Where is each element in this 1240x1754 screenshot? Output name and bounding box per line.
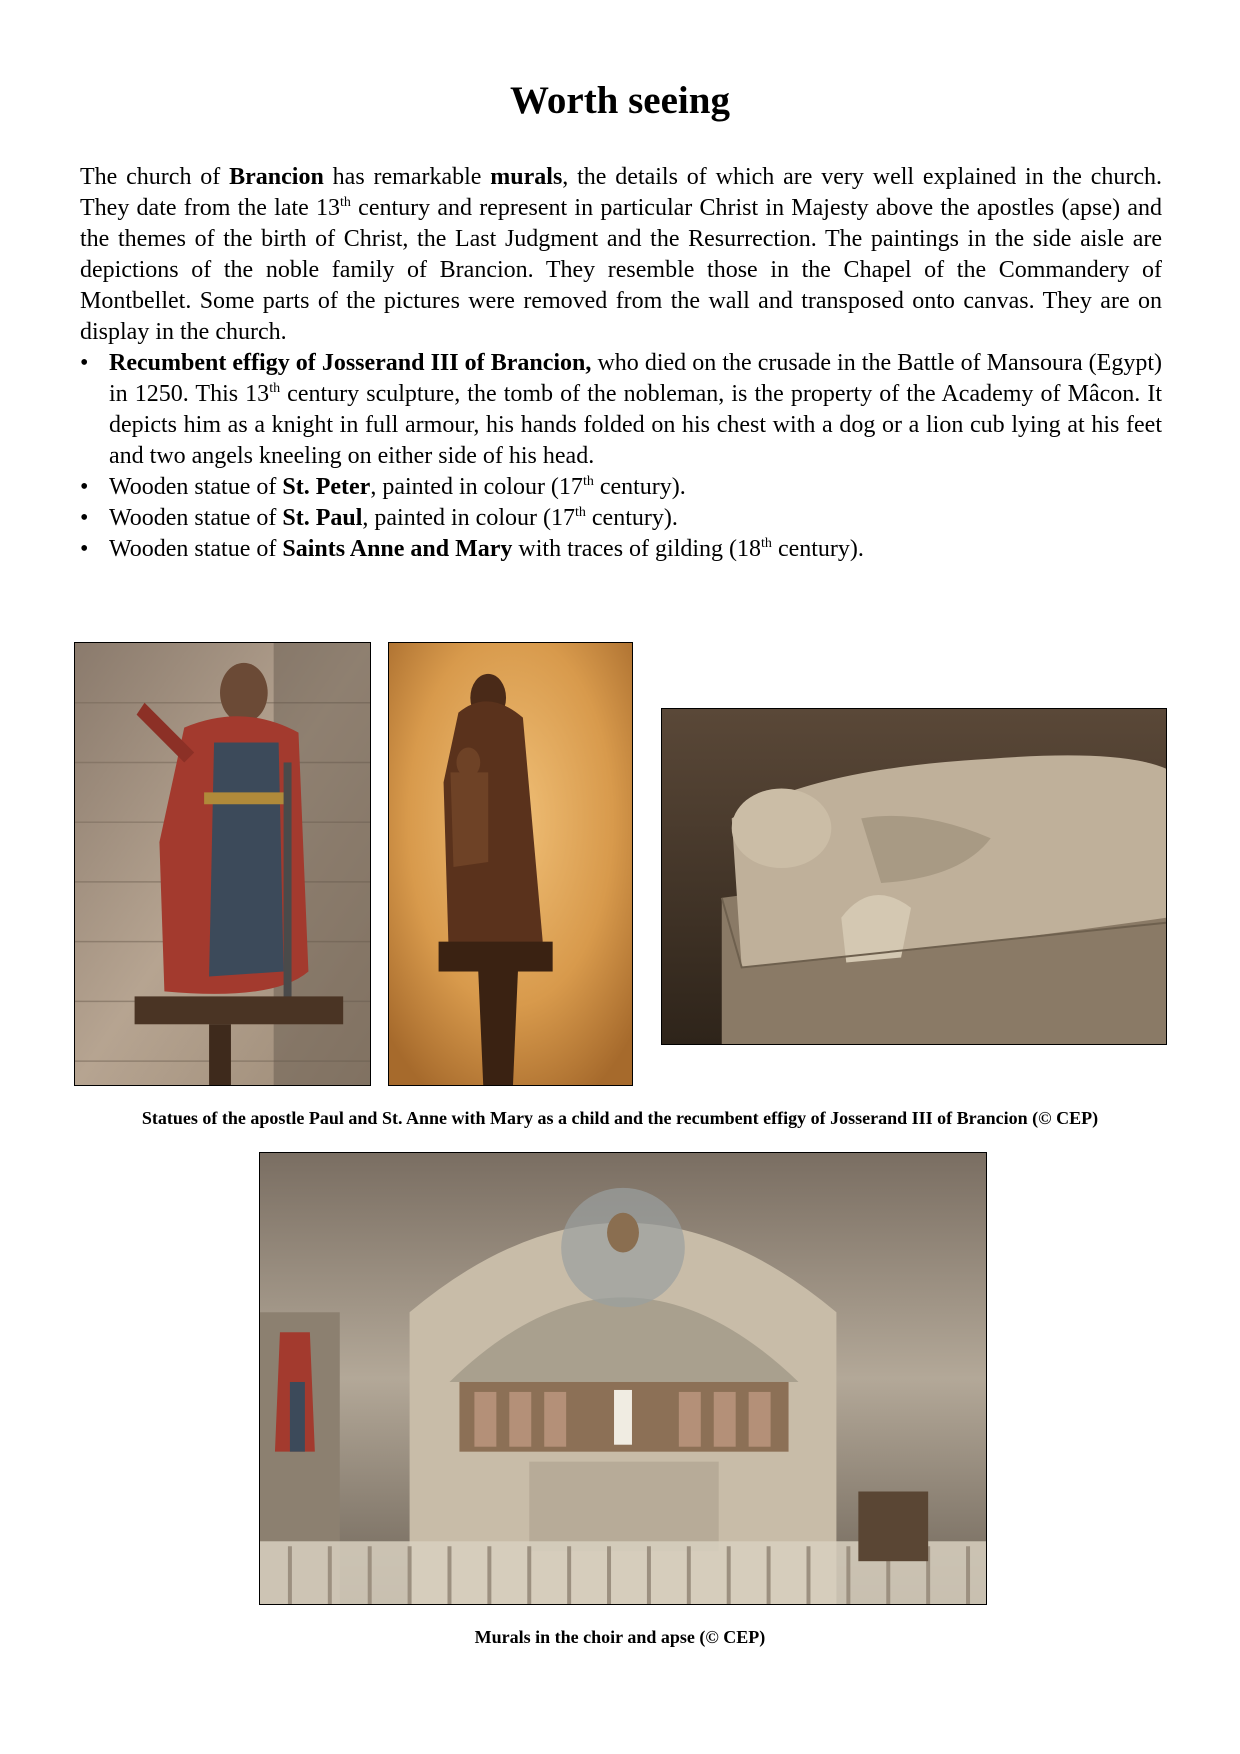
list-item-st-peter: • Wooden statue of St. Peter, painted in colour (17th century). [80,472,1162,503]
photo-st-paul-statue [74,642,371,1086]
photo-recumbent-effigy [661,708,1167,1045]
caption-murals: Murals in the choir and apse (© CEP) [474,1627,766,1647]
list-item-effigy: • Recumbent effigy of Josserand III of Brancion, who died on the crusade in the Battle of Mansoura (Egypt) in 1250. This 13th century sculpture, the tomb of the nobleman, is the property of the Academy of Mâcon. It depicts him as a knight in full armour, his hands folded on his chest with a dog or a lion cub lying at his feet and two angels kneeling on either side of his head. [80,348,1162,472]
page-title: Worth seeing [510,79,730,122]
caption-statues: Statues of the apostle Paul and St. Anne with Mary as a child and the recumbent effigy of Josserand III of Brancion (© CEP) [141,1108,1099,1128]
features-list [80,348,1162,565]
list-item-st-paul: • Wooden statue of St. Paul, painted in colour (17th century). [80,503,1162,534]
intro-paragraph: The church of Brancion has remarkable murals, the details of which are very well explained in the church. They date from the late 13th century and represent in particular Christ in Majesty above the apostles (apse) and the themes of the birth of Christ, the Last Judgment and the Resurrection. The paintings in the side aisle are depictions of the noble family of Brancion. They resemble those in the Chapel of the Commandery of Montbellet. Some parts of the pictures were removed from the wall and transposed onto canvas. They are on display in the church. [80,164,1163,345]
photo-st-anne-mary-statue [388,642,633,1086]
list-item-anne-mary: • Wooden statue of Saints Anne and Mary with traces of gilding (18th century). [80,534,1162,565]
photo-murals-choir-apse [259,1152,987,1605]
